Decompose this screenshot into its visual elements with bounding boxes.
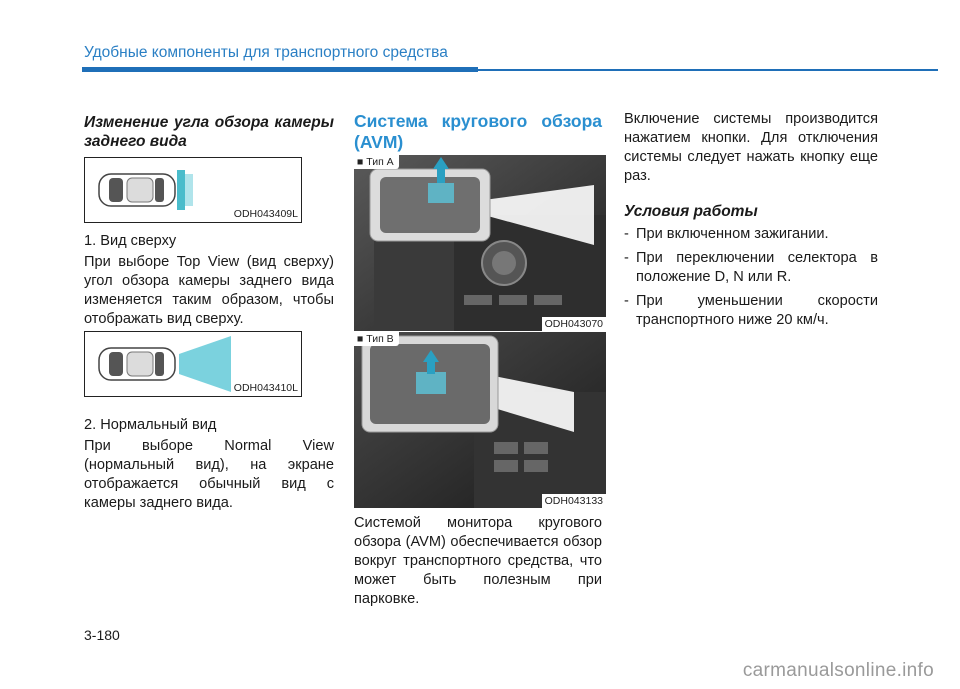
type-b-tag: ■ Тип B	[354, 332, 399, 346]
section-heading-camera-angle: Изменение угла обзора камеры заднего вида	[84, 114, 334, 150]
right-column	[624, 110, 878, 330]
middle-column	[354, 111, 602, 153]
list-dash: -	[624, 226, 629, 242]
middle-text-block	[354, 514, 602, 609]
figure-code: ODH043410L	[233, 382, 298, 394]
console-photo-b-image	[354, 332, 606, 508]
header-title: Удобные компоненты для транспортного средства	[84, 44, 448, 61]
console-photo-a-image	[354, 155, 606, 331]
type-a-tag: ■ Тип A	[354, 155, 399, 169]
condition-text: При переключении селектора в положение D, N или R.	[636, 250, 878, 285]
item2-title: 2. Нормальный вид	[84, 417, 217, 433]
photo-code: ODH043070	[542, 317, 606, 331]
item1	[84, 232, 334, 329]
watermark: carmanualsonline.info	[742, 660, 934, 681]
page-number: 3-180	[84, 627, 120, 643]
item1-title: 1. Вид сверху	[84, 233, 177, 249]
list-item	[624, 292, 878, 330]
list-dash: -	[624, 293, 629, 309]
left-column	[84, 113, 334, 151]
header-rule	[478, 69, 938, 71]
figure-normal-view	[84, 331, 302, 397]
section-heading-conditions: Условия работы	[624, 203, 758, 220]
photo-type-a	[354, 155, 606, 331]
list-item	[624, 225, 878, 244]
item1-text: При выборе Top View (вид сверху) угол обзора камеры заднего вида изменяется таким образом, чтобы отображать вид сверху.	[84, 254, 334, 327]
list-item	[624, 249, 878, 287]
figure-code: ODH043409L	[233, 208, 298, 220]
condition-list	[624, 225, 878, 330]
section-heading-avm: Система кругового обзора (AVM)	[354, 111, 602, 152]
avm-activation-text: Включение системы производится нажатием кнопки. Для отключения системы следует нажать кнопку еще раз.	[624, 111, 878, 184]
condition-text: При уменьшении скорости транспортного ниже 20 км/ч.	[636, 293, 878, 328]
list-dash: -	[624, 250, 629, 266]
condition-text: При включенном зажигании.	[636, 226, 829, 242]
item2	[84, 416, 334, 513]
item2-text: При выборе Normal View (нормальный вид), на экране отображается обычный вид с камеры заднего вида.	[84, 438, 334, 511]
photo-code: ODH043133	[542, 494, 606, 508]
figure-top-view	[84, 157, 302, 223]
header-bar	[82, 67, 478, 72]
avm-description: Системой монитора кругового обзора (AVM) обеспечивается обзор вокруг транспортного средства, что может быть полезным при парковке.	[354, 515, 602, 607]
photo-type-b	[354, 332, 606, 508]
